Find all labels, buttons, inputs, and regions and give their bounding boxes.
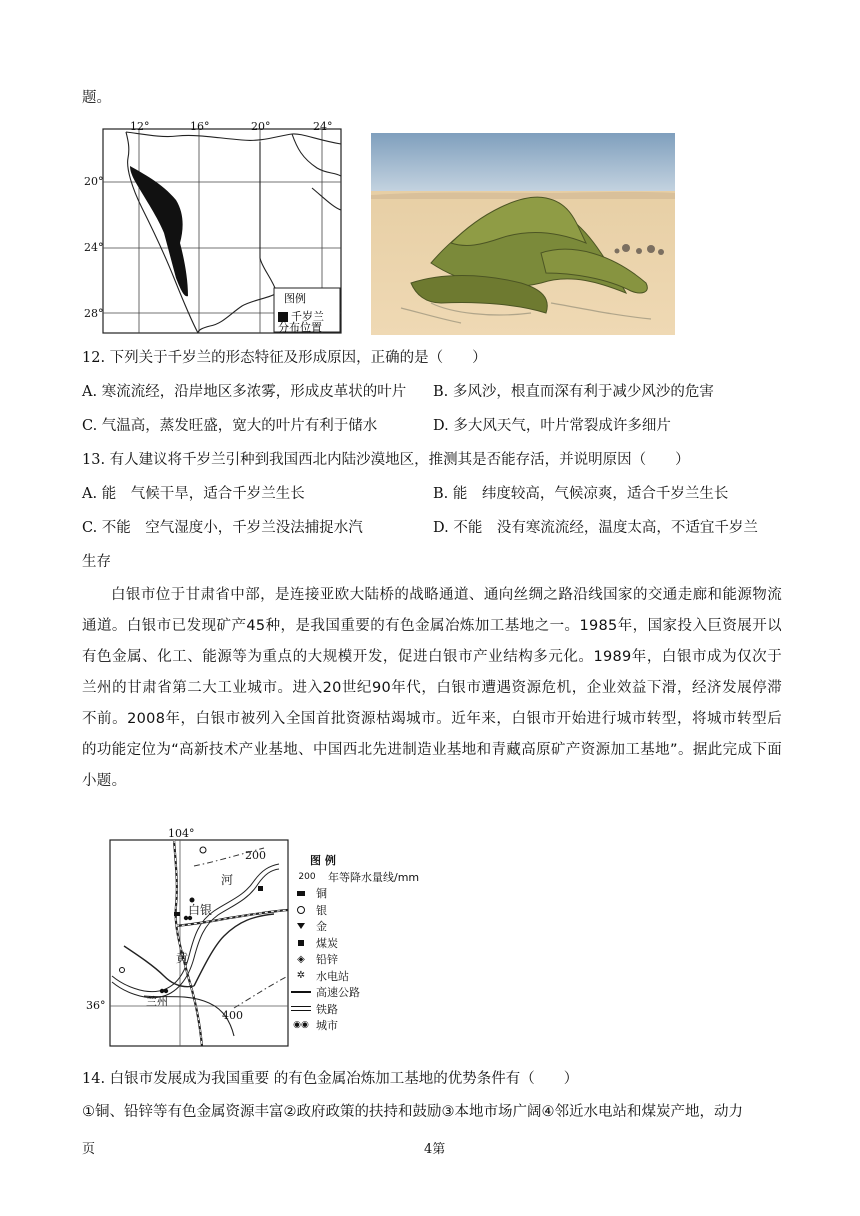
q13-option-c: C. 不能 空气湿度小，千岁兰没法捕捉水汽 [82,520,363,536]
baiyin-passage: 白银市位于甘肃省中部，是连接亚欧大陆桥的战略通道、通向丝绸之路沿线国家的交通走廊和能源物流通道。白银市已发现矿产45种，是我国重要的有色金属冶炼加工基地之一。1985年，国家投入巨资展开以有色金属、化工、能源等为重点的大规模开发，促进白银市产业结构多元化。1989年，白银市成为仅次于兰州的甘肃省第二大工业城市。进入20世纪90年代，白银市遭遇资源危机，企业效益下滑，经济发展停滞不前。2008年，白银市被列入全国首批资源枯竭城市。近年来，白银市开始进行城市转型，将城市转型后的功能定位为“高新技术产业基地、中国西北先进制造业基地和青藏高原矿产资源加工基地”。据此完成下面小题。 [82,587,782,789]
welwitschia-distribution-map [102,128,342,334]
legend-title: 图 例 [310,854,336,868]
legend-railway: 铁路 [290,1001,419,1018]
intro-tail: 题。 [82,90,111,106]
q12-option-c: C. 气温高，蒸发旺盛，宽大的叶片有利于储水 [82,418,378,434]
legend-highway: 高速公路 [290,984,419,1001]
legend-lead-zinc: ◈ 铅锌 [297,953,338,967]
legend-item-line1: 千岁兰 [291,310,324,323]
legend-silver: 银 [290,902,419,919]
q12-option-d: D. 多大风天气，叶片常裂成许多细片 [433,418,671,434]
lon-label-16: 16° [190,120,210,133]
lat-label-20: 20° [84,175,104,188]
legend-hydropower: ✲ 水电站 [296,969,349,983]
isohyet-label-200: 200 [245,849,266,862]
river-label-he: 河 [221,873,234,887]
legend-coal: 煤炭 [290,935,419,952]
q13-option-d-continued: 生存 [82,554,111,570]
lat-label-36: 36° [86,999,106,1012]
lon-label-24: 24° [313,120,333,133]
lon-label-20: 20° [251,120,271,133]
city-label-lanzhou: 兰州 [146,995,168,1008]
lon-label-104: 104° [168,827,195,840]
legend-copper: 铜 [290,885,419,902]
footer-page-number: 4第 [424,1142,446,1157]
river-label-huang: 黄 [176,951,189,965]
legend-city: ◉◉ 城市 [293,1019,338,1033]
lat-label-28: 28° [84,307,104,320]
city-label-baiyin: 白银 [188,903,213,917]
isohyet-label-400: 400 [222,1009,243,1022]
q12-stem: 12. 下列关于千岁兰的形态特征及形成原因，正确的是（ ） [82,350,487,366]
footer-left: 页 [82,1142,96,1157]
baiyin-map-legend [290,852,419,1034]
q13-option-a: A. 能 气候干旱，适合千岁兰生长 [82,486,305,502]
q12-option-a: A. 寒流流经，沿岸地区多浓雾，形成皮革状的叶片 [82,384,407,400]
q14-stem: 14. 白银市发展成为我国重要 的有色金属冶炼加工基地的优势条件有（ ） [82,1071,579,1087]
legend-item-line2: 分布位置 [278,321,322,334]
isohyet-sample: 200 [298,871,316,882]
q13-option-b: B. 能 纬度较高，气候凉爽，适合千岁兰生长 [433,486,729,502]
q14-line2: ①铜、铅锌等有色金属资源丰富②政府政策的扶持和鼓励③本地市场广阔④邻近水电站和煤炭产地，动力 [82,1104,743,1120]
legend-title: 图例 [284,292,306,305]
lon-label-12: 12° [130,120,150,133]
q13-stem: 13. 有人建议将千岁兰引种到我国西北内陆沙漠地区，推测其是否能存活，并说明原因（ ） [82,452,690,468]
legend-gold: 金 [290,918,419,935]
legend-isohyet: 200 年等降水量线/mm [290,869,419,886]
lat-label-24: 24° [84,241,104,254]
q13-option-d: D. 不能 没有寒流流经，温度太高，不适宜千岁兰 [433,520,758,536]
welwitschia-photo [371,133,675,335]
q12-option-b: B. 多风沙，根直而深有利于减少风沙的危害 [433,384,714,400]
